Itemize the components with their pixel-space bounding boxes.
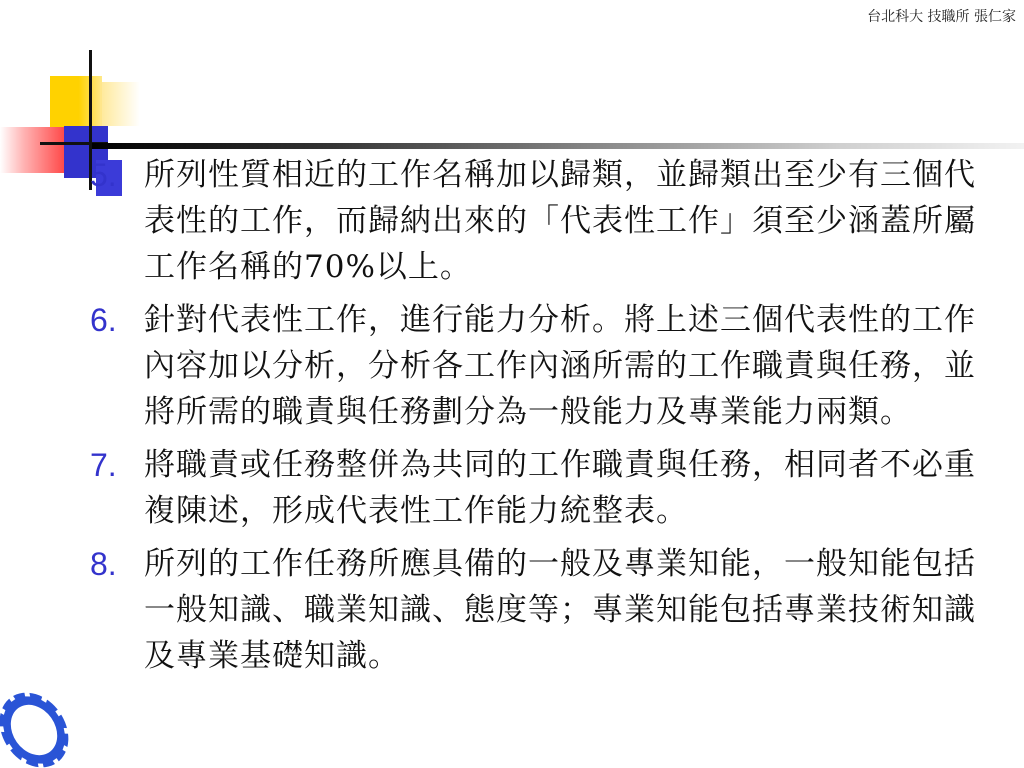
item-number: 7. (90, 447, 117, 483)
item-number: 6. (90, 302, 117, 338)
gear-icon (0, 686, 72, 768)
item-text: 將職責或任務整併為共同的工作職責與任務，相同者不必重複陳述，形成代表性工作能力統整表。 (144, 447, 976, 529)
list-item (60, 541, 1020, 679)
item-number: 8. (90, 546, 117, 582)
title-underline (92, 143, 1024, 149)
item-text: 所列性質相近的工作名稱加以歸類，並歸類出至少有三個代表性的工作，而歸納出來的「代表性工作」須至少涵蓋所屬工作名稱的70%以上。 (144, 157, 976, 285)
yellow-fade (100, 82, 140, 126)
list-item (60, 152, 1020, 290)
numbered-list (60, 152, 1020, 686)
yellow-square (50, 76, 102, 128)
list-item (60, 442, 1020, 534)
item-text: 所列的工作任務所應具備的一般及專業知能，一般知能包括一般知識、職業知識、態度等；專業知能包括專業技術知識及專業基礎知識。 (144, 546, 976, 674)
item-number: 5. (90, 157, 117, 193)
list-item (60, 297, 1020, 435)
item-text: 針對代表性工作，進行能力分析。將上述三個代表性的工作內容加以分析，分析各工作內涵所需的工作職責與任務，並將所需的職責與任務劃分為一般能力及專業能力兩類。 (144, 302, 976, 430)
red-bar (0, 127, 68, 173)
header-credit: 台北科大 技職所 張仁家 (867, 9, 1016, 25)
